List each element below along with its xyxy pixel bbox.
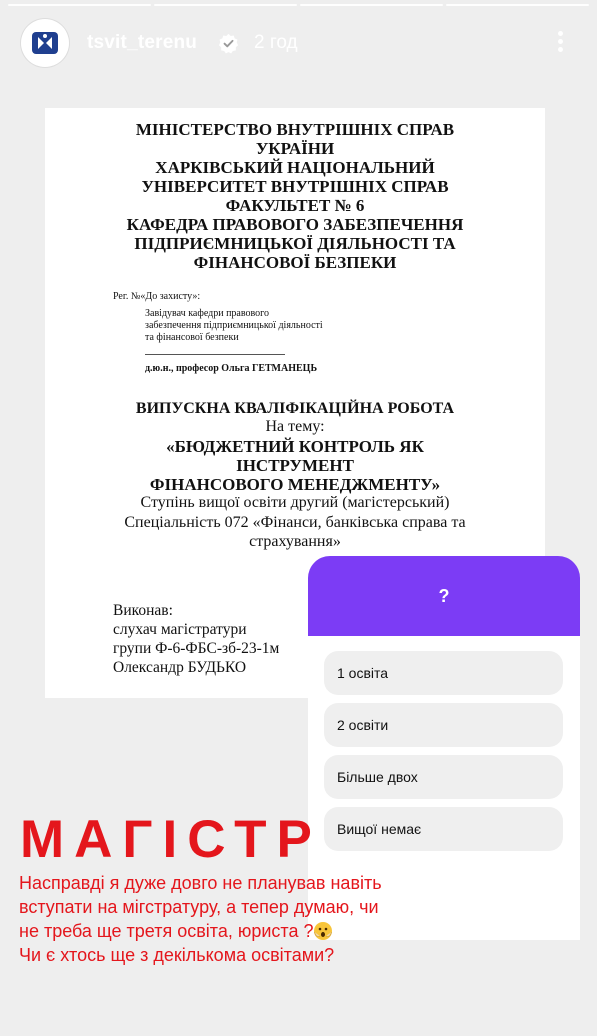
doc-title-line: УКРАЇНИ bbox=[255, 139, 335, 158]
caption-line bbox=[19, 919, 419, 943]
caption-line-text: не треба ще третя освіта, юриста ? bbox=[19, 921, 314, 941]
more-vertical-icon[interactable] bbox=[550, 28, 570, 58]
doc-title-line: МІНІСТЕРСТВО ВНУТРІШНІХ СПРАВ bbox=[135, 120, 455, 139]
username[interactable]: tsvit_terenu bbox=[87, 32, 198, 53]
shocked-face-emoji-icon bbox=[313, 921, 333, 941]
performer-line: слухач магістратури bbox=[113, 621, 247, 638]
poll-option-1[interactable]: 1 освіта bbox=[324, 651, 563, 695]
work-title: ВИПУСКНА КВАЛІФІКАЦІЙНА РОБОТА bbox=[135, 400, 455, 417]
headline-text: МАГІСТР bbox=[20, 810, 322, 869]
doc-title-line: ПІДПРИЄМНИЦЬКОЇ ДІЯЛЬНОСТІ ТА bbox=[134, 234, 456, 253]
head-of-department-line: Завідувач кафедри правового bbox=[145, 308, 270, 319]
signature-line bbox=[145, 354, 285, 355]
verified-badge-icon bbox=[218, 33, 239, 54]
caption-line: Чи є хтось ще з декількома освітами? bbox=[19, 945, 335, 965]
doc-title-line: ФАКУЛЬТЕТ № 6 bbox=[225, 196, 365, 215]
head-of-department-line: забезпечення підприємницької діяльності bbox=[145, 320, 323, 331]
poll-question: ? bbox=[308, 556, 580, 636]
performer-line: Олександр БУДЬКО bbox=[113, 659, 247, 676]
specialty-line: страхування» bbox=[249, 533, 341, 550]
poll-option-4[interactable]: Вищої немає bbox=[324, 807, 563, 851]
story-caption bbox=[19, 871, 419, 967]
doc-title-line: КАФЕДРА ПРАВОВОГО ЗАБЕЗПЕЧЕННЯ bbox=[126, 215, 464, 234]
profile-logo-icon bbox=[30, 28, 60, 58]
doc-title-line: ХАРКІВСЬКИЙ НАЦІОНАЛЬНИЙ bbox=[155, 158, 435, 177]
degree-text: Ступінь вищої освіти другий (магістерський) bbox=[140, 494, 450, 511]
poll-option-2[interactable]: 2 освіти bbox=[324, 703, 563, 747]
caption-line: вступати на мігстратуру, а тепер думаю, чи bbox=[19, 897, 379, 917]
post-time: 2 год bbox=[254, 32, 298, 53]
specialty-line: Спеціальність 072 «Фінанси, банківська справа та bbox=[124, 514, 466, 531]
professor-name: д.ю.н., професор Ольга ГЕТМАНЕЦЬ bbox=[145, 363, 318, 374]
head-of-department-line: та фінансової безпеки bbox=[145, 332, 239, 343]
doc-title-line: УНІВЕРСИТЕТ ВНУТРІШНІХ СПРАВ bbox=[141, 177, 449, 196]
caption-line: Насправді я дуже довго не планував навіть bbox=[19, 873, 382, 893]
doc-title-line: ФІНАНСОВОЇ БЕЗПЕКИ bbox=[193, 253, 397, 272]
avatar[interactable] bbox=[21, 19, 69, 67]
registration-note: Рег. №«До захисту»: bbox=[113, 291, 201, 302]
performer-line: Виконав: bbox=[113, 602, 173, 619]
topic-line: ФІНАНСОВОГО МЕНЕДЖМЕНТУ» bbox=[149, 475, 441, 494]
performer-line: групи Ф-6-ФБС-зб-23-1м bbox=[113, 640, 280, 657]
story-header bbox=[0, 0, 597, 90]
on-topic-label: На тему: bbox=[265, 418, 325, 435]
topic-line: «БЮДЖЕТНИЙ КОНТРОЛЬ ЯК bbox=[166, 437, 424, 456]
poll-option-3[interactable]: Більше двох bbox=[324, 755, 563, 799]
topic-line: ІНСТРУМЕНТ bbox=[236, 456, 354, 475]
